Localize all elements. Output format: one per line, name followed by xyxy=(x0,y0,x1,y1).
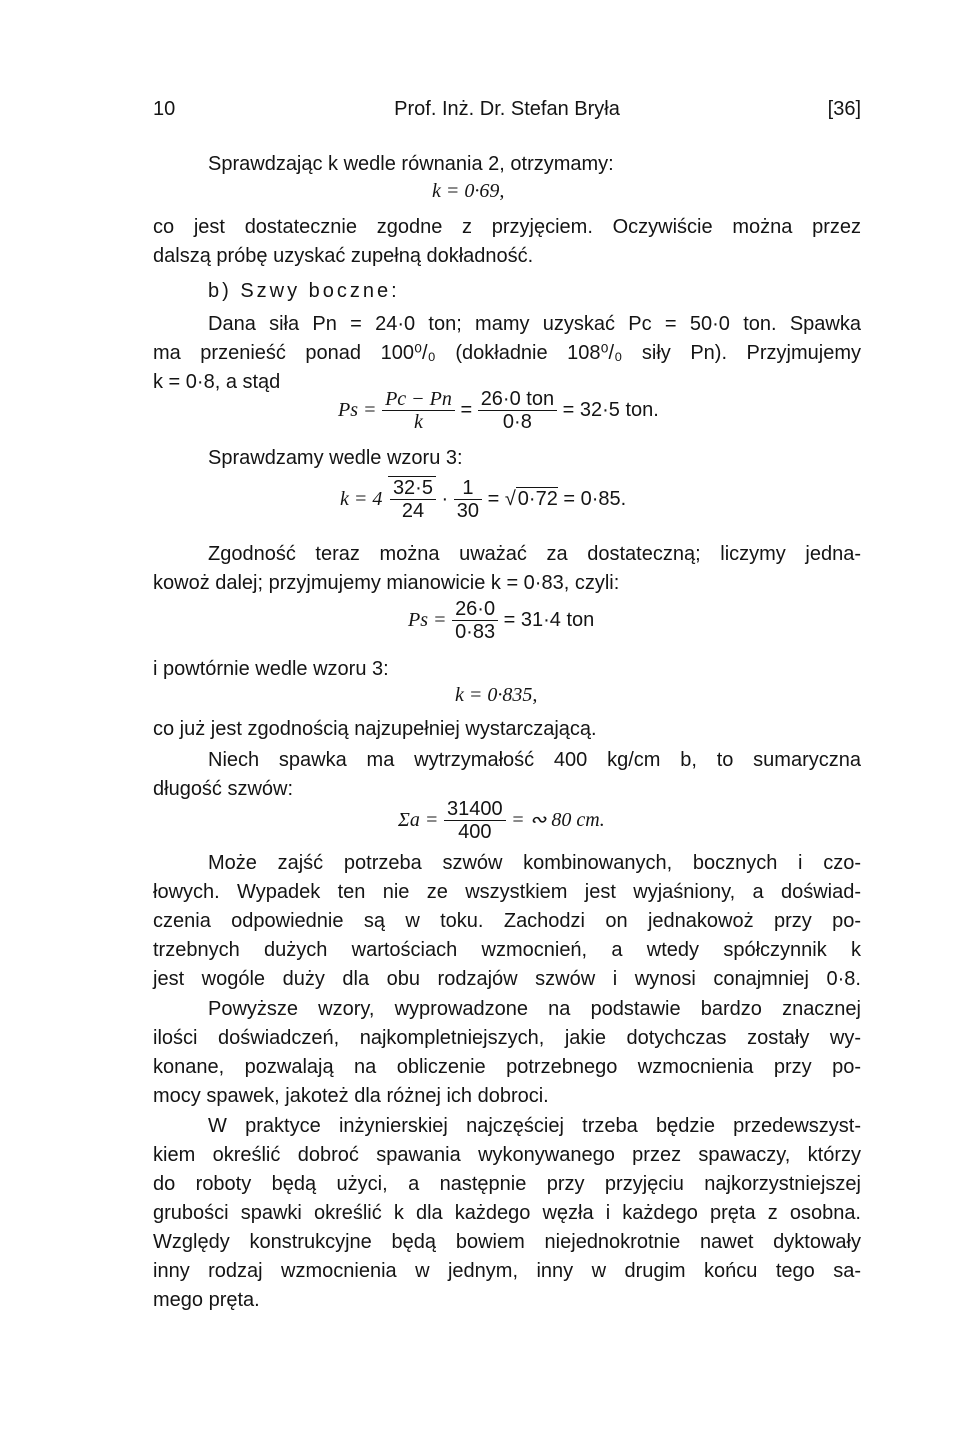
denominator: 24 xyxy=(401,500,425,522)
text-line: Dana siła Pn = 24·0 ton; mamy uzyskać Pc = 50·0 ton. Spawka xyxy=(208,313,861,335)
formula-k-0835: k = 0·835, xyxy=(455,684,538,706)
text-line: do roboty będą użyci, a następnie przy przyjęciu najkorzystniejszej xyxy=(153,1173,861,1195)
multiply-dot: · xyxy=(441,487,449,510)
text-line: jest wogóle duży dla obu rodzajów szwów i wynosi conajmniej 0·8. xyxy=(153,968,861,990)
text-line: długość szwów: xyxy=(153,778,294,800)
text-line: W praktyce inżynierskiej najczęściej trzeba będzie przedewszyst- xyxy=(208,1115,861,1137)
text-line: łowych. Wypadek ten nie ze wszystkiem jest wyjaśniony, a doświad- xyxy=(153,881,861,903)
text-line: konane, pozwalają na obliczenie potrzebnego wzmocnienia przy po- xyxy=(153,1056,861,1078)
equals-sign: = xyxy=(460,398,473,421)
section-heading: b) Szwy boczne: xyxy=(208,280,400,302)
text-line: kowoż dalej; przyjmujemy mianowicie k = 0·83, czyli: xyxy=(153,572,620,594)
fraction xyxy=(452,598,498,643)
text-line: ma przenieść ponad 100⁰/₀ (dokładnie 108⁰/₀ siły Pn). Przyjmujemy xyxy=(153,342,861,364)
text-line: Względy konstrukcyjne będą bowiem niejednokrotnie nawet dyktowały xyxy=(153,1231,861,1253)
text-line: k = 0·8, a stąd xyxy=(153,371,281,393)
formula-rhs: = 32·5 ton. xyxy=(562,398,659,421)
fraction xyxy=(382,388,455,433)
fraction xyxy=(454,477,482,522)
text-line: co jest dostatecznie zgodne z przyjęciem. Oczywiście można przez xyxy=(153,216,861,238)
formula-lhs: Ps = xyxy=(408,608,447,631)
fraction xyxy=(478,388,557,433)
text-line: Powyższe wzory, wyprowadzone na podstawie bardzo znacznej xyxy=(208,998,861,1020)
numerator: 32·5 xyxy=(390,477,436,500)
radicand: 0·72 xyxy=(517,487,558,510)
text-line: i powtórnie wedle wzoru 3: xyxy=(153,658,389,680)
denominator: 30 xyxy=(456,500,480,522)
formula-rhs: = 31·4 ton xyxy=(503,608,595,631)
fraction xyxy=(444,798,506,843)
text-line: inny rodzaj wzmocnienia w jednym, inny w drugim końcu tego sa- xyxy=(153,1260,861,1282)
formula-lhs: Ps = xyxy=(338,398,377,421)
text-line: co już jest zgodnością najzupełniej wystarczającą. xyxy=(153,718,597,740)
text-line: ilości doświadczeń, najkompletniejszych, jakie dotychczas zostały wy- xyxy=(153,1027,861,1049)
text-line: Zgodność teraz można uważać za dostateczną; liczymy jedna- xyxy=(208,543,861,565)
numerator: 1 xyxy=(454,477,482,500)
page-header xyxy=(153,98,861,128)
formula-k-069: k = 0·69, xyxy=(432,180,505,202)
numerator: 31400 xyxy=(444,798,506,821)
denominator: 400 xyxy=(458,821,492,843)
page-number: 10 xyxy=(153,98,176,120)
formula-ps-1 xyxy=(338,388,659,433)
formula-lhs: k = 4 xyxy=(340,487,383,510)
reference-number: [36] xyxy=(827,98,861,120)
formula-ps-2 xyxy=(408,598,594,643)
denominator: 0·83 xyxy=(455,621,496,643)
numerator: Pc − Pn xyxy=(382,388,455,411)
formula-rhs: = ∾ 80 cm. xyxy=(511,808,605,831)
formula-rhs: = 0·85. xyxy=(563,487,627,510)
formula-rhs-root: = √ xyxy=(487,487,516,510)
text-line: Sprawdzamy wedle wzoru 3: xyxy=(208,447,463,469)
running-title: Prof. Inż. Dr. Stefan Bryła xyxy=(394,98,620,120)
text-line: grubości spawki określić k dla każdego węzła i każdego pręta z osobna. xyxy=(153,1202,861,1224)
text-line: Może zajść potrzeba szwów kombinowanych, bocznych i czo- xyxy=(208,852,861,874)
formula-lhs: Σa = xyxy=(398,808,439,831)
text-line: Sprawdzając k wedle równania 2, otrzymamy: xyxy=(208,153,614,175)
square-root xyxy=(388,476,436,522)
text-line: dalszą próbę uzyskać zupełną dokładność. xyxy=(153,245,534,267)
formula-sum-a xyxy=(398,798,605,843)
denominator: 0·8 xyxy=(502,411,532,433)
numerator: 26·0 xyxy=(452,598,498,621)
text-line: mego pręta. xyxy=(153,1289,260,1311)
denominator: k xyxy=(414,411,423,433)
numerator: 26·0 ton xyxy=(478,388,557,411)
text-line: mocy spawek, jakoteż dla różnej ich dobroci. xyxy=(153,1085,549,1107)
text-line: trzebnych dużych wartościach wzmocnień, a wtedy spółczynnik k xyxy=(153,939,861,961)
text-line: czenia odpowiednie są w toku. Zachodzi on jednakowoż przy po- xyxy=(153,910,861,932)
text-line: kiem określić dobroć spawania wykonywanego przez spawaczy, którzy xyxy=(153,1144,861,1166)
formula-k-check xyxy=(340,476,626,522)
fraction xyxy=(390,477,436,522)
text-line: Niech spawka ma wytrzymałość 400 kg/cm b, to sumaryczna xyxy=(208,749,861,771)
